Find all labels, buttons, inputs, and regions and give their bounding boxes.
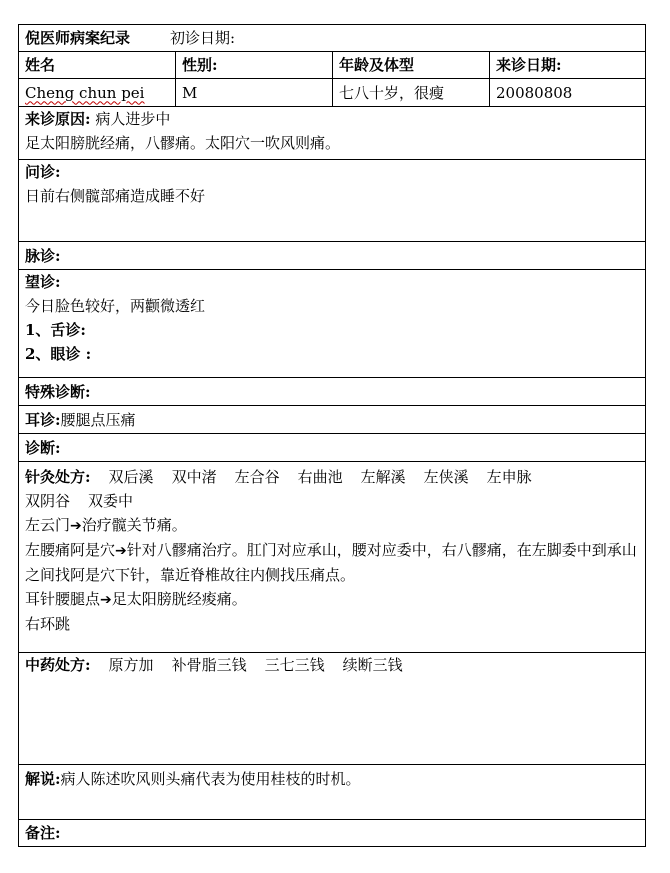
arrow-right-icon: ➔ (70, 518, 82, 534)
herbal-item: 三七三钱 (264, 656, 325, 674)
patient-name-cell (19, 79, 176, 107)
herbal-item: 原方加 (108, 656, 154, 674)
ear-needle-effect: 足太阳膀胱经痠痛。 (111, 590, 247, 608)
medical-record-table (18, 24, 646, 847)
yunmen-effect: 治疗髋关节痛。 (81, 516, 187, 534)
gender-header: 性别: (176, 52, 333, 79)
tongue-label: 1、舌诊: (25, 321, 86, 339)
reason-label: 来诊原因: (25, 110, 91, 128)
herbal-item: 补骨脂三钱 (171, 656, 247, 674)
remarks-label: 备注: (19, 820, 646, 847)
patient-age-type: 七八十岁，很瘦 (333, 79, 490, 107)
name-header: 姓名 (19, 52, 176, 79)
observation-cell (19, 270, 646, 378)
diagnosis-row (19, 434, 646, 462)
observation-label: 望诊: (25, 273, 61, 291)
huantiao-text: 右环跳 (25, 615, 71, 633)
acupoint: 左合谷 (234, 468, 280, 486)
reason-cell (19, 107, 646, 160)
ashi-text: 左腰痛阿是穴 (25, 541, 116, 559)
acupoint: 左解溪 (360, 468, 406, 486)
acupuncture-cell (19, 462, 646, 653)
ear-value: 腰腿点压痛 (60, 410, 136, 429)
explanation-row (19, 765, 646, 820)
acupoint: 双中渚 (171, 468, 217, 486)
arrow-right-icon: ➔ (115, 543, 127, 559)
patient-gender: M (176, 79, 333, 107)
record-title: 倪医师病案纪录 (25, 29, 131, 47)
inquiry-value: 日前右侧髋部痛造成睡不好 (25, 187, 206, 205)
reason-detail: 足太阳膀胱经痛，八髎痛。太阳穴一吹风则痛。 (25, 134, 341, 152)
acupoint: 双后溪 (108, 468, 154, 486)
remarks-row (19, 820, 646, 847)
explanation-cell (19, 765, 646, 820)
acupoint: 双阴谷 (25, 492, 71, 510)
patient-row (19, 79, 646, 107)
herbal-cell (19, 653, 646, 765)
diagnosis-label: 诊断: (19, 434, 646, 462)
special-label: 特殊诊断: (19, 378, 646, 406)
inquiry-cell (19, 160, 646, 242)
special-row (19, 378, 646, 406)
herbal-item: 续断三钱 (342, 656, 403, 674)
ashi-effect: 针对八髎痛治疗。肛门对应承山，腰对应委中，右八髎痛，在左脚委中到承山之间找阿是穴下针，靠近脊椎故往内侧找压痛点。 (25, 541, 637, 584)
eye-label: 2、眼诊 : (25, 345, 92, 363)
yunmen-text: 左云门 (25, 516, 71, 534)
inquiry-label: 问诊: (25, 163, 61, 181)
header-cell (19, 25, 646, 52)
ear-label: 耳诊: (25, 410, 61, 429)
acupuncture-label: 针灸处方: (25, 468, 91, 486)
pulse-label: 脉诊: (19, 242, 646, 270)
age-type-header: 年龄及体型 (333, 52, 490, 79)
pulse-row (19, 242, 646, 270)
acupoint: 右曲池 (297, 468, 343, 486)
observation-value: 今日脸色较好，两颧微透红 (25, 297, 206, 315)
acupoint: 左申脉 (486, 468, 532, 486)
patient-name: Cheng chun pei (25, 83, 145, 102)
reason-row (19, 107, 646, 160)
herbal-label: 中药处方: (25, 656, 91, 674)
patient-visit-date: 20080808 (490, 79, 646, 107)
first-visit-label: 初诊日期: (170, 29, 236, 47)
explanation-value: 病人陈述吹风则头痛代表为使用桂枝的时机。 (60, 770, 361, 788)
visit-date-header: 来诊日期: (490, 52, 646, 79)
ear-cell (19, 406, 646, 434)
ear-row (19, 406, 646, 434)
header-row (19, 25, 646, 52)
acupoint: 左侠溪 (423, 468, 469, 486)
observation-row (19, 270, 646, 378)
herbal-row (19, 653, 646, 765)
arrow-right-icon: ➔ (100, 592, 112, 608)
reason-value: 病人进步中 (95, 110, 171, 128)
inquiry-row (19, 160, 646, 242)
column-header-row (19, 52, 646, 79)
ear-needle-text: 耳针腰腿点 (25, 590, 101, 608)
acupoint: 双委中 (88, 492, 134, 510)
explanation-label: 解说: (25, 770, 61, 788)
acupuncture-row (19, 462, 646, 653)
